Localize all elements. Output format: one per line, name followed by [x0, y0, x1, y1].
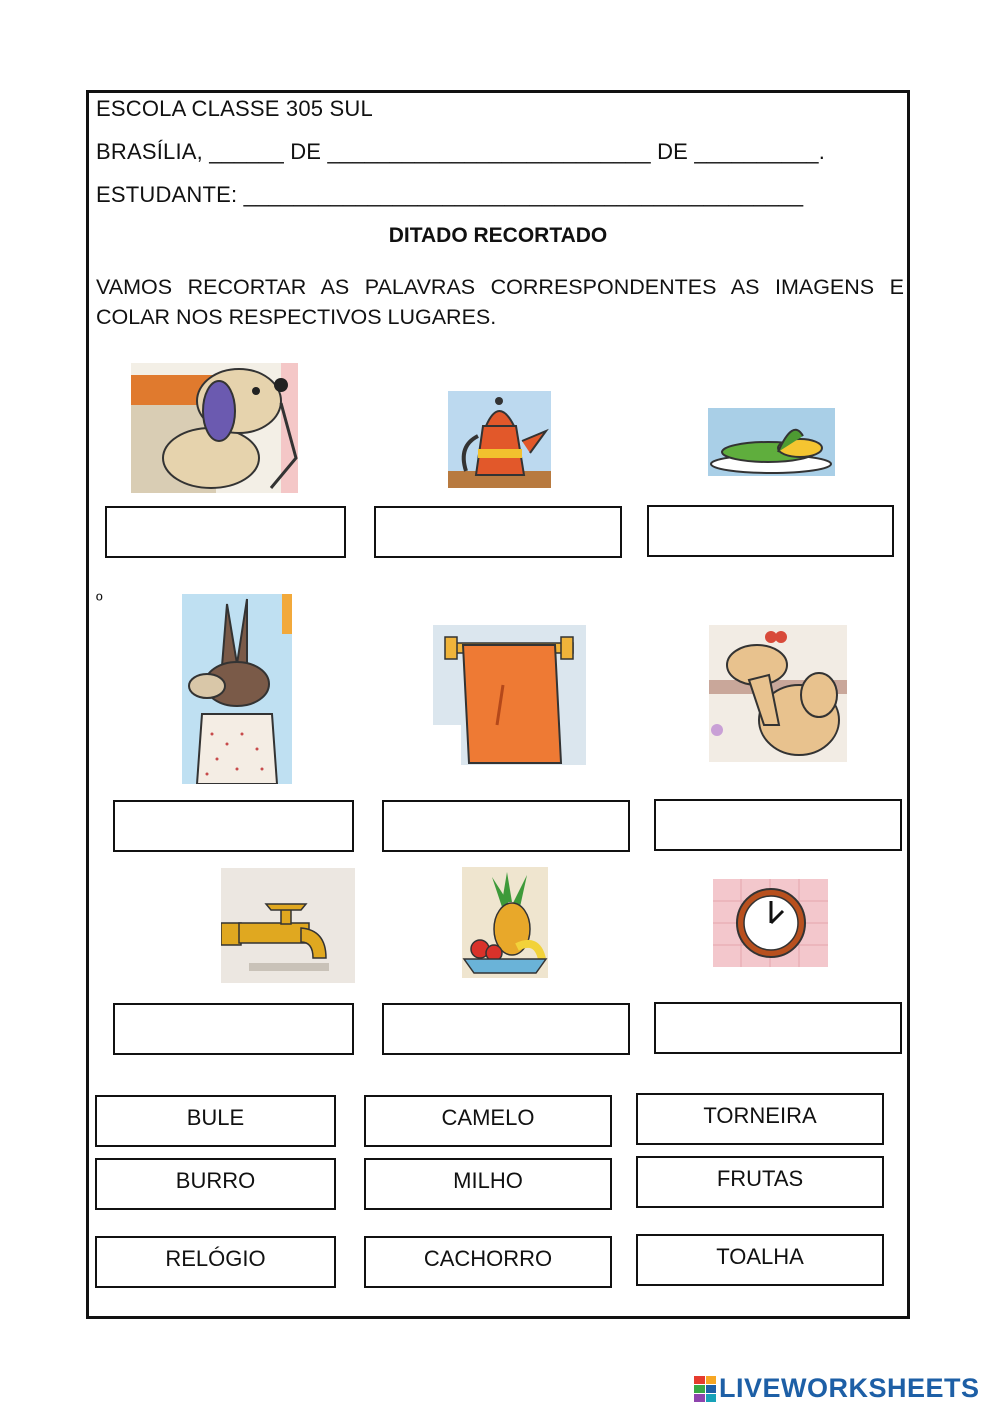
word-card[interactable]: CAMELO	[364, 1095, 612, 1147]
faucet-picture	[221, 868, 355, 983]
fruit-bowl-picture	[462, 867, 548, 978]
answer-box-faucet[interactable]	[113, 1003, 354, 1055]
word-card[interactable]: TOALHA	[636, 1234, 884, 1286]
word-card[interactable]: FRUTAS	[636, 1156, 884, 1208]
word-card[interactable]: BURRO	[95, 1158, 336, 1210]
word-card[interactable]: CACHORRO	[364, 1236, 612, 1288]
answer-box-towel[interactable]	[382, 800, 630, 852]
word-card[interactable]: RELÓGIO	[95, 1236, 336, 1288]
student-line: ESTUDANTE: _____________________________________________	[96, 182, 804, 207]
word-card[interactable]: MILHO	[364, 1158, 612, 1210]
instructions: VAMOS RECORTAR AS PALAVRAS CORRESPONDENTES AS IMAGENS E COLAR NOS RESPECTIVOS LUGARES.	[96, 275, 904, 329]
answer-box-clock[interactable]	[654, 1002, 902, 1054]
liveworksheets-icon	[694, 1376, 716, 1402]
answer-box-corn[interactable]	[647, 505, 894, 557]
stray-mark: º	[96, 590, 103, 610]
school-name: ESCOLA CLASSE 305 SUL	[96, 96, 373, 121]
answer-box-camel[interactable]	[654, 799, 902, 851]
coffee-pot-picture	[448, 391, 551, 488]
date-line: BRASÍLIA, ______ DE __________________________ DE __________.	[96, 139, 826, 164]
clock-picture	[713, 879, 828, 967]
answer-box-donkey[interactable]	[113, 800, 354, 852]
word-card[interactable]: BULE	[95, 1095, 336, 1147]
liveworksheets-logo	[694, 1373, 980, 1404]
camel-picture	[709, 625, 847, 762]
corn-picture	[708, 408, 835, 476]
towel-picture	[433, 625, 586, 765]
answer-box-coffee-pot[interactable]	[374, 506, 622, 558]
dog-picture	[131, 363, 298, 493]
word-card[interactable]: TORNEIRA	[636, 1093, 884, 1145]
worksheet-title: DITADO RECORTADO	[388, 224, 608, 247]
answer-box-fruit-bowl[interactable]	[382, 1003, 630, 1055]
donkey-picture	[182, 594, 292, 784]
liveworksheets-wordmark: LIVEWORKSHEETS	[719, 1373, 980, 1403]
answer-box-dog[interactable]	[105, 506, 346, 558]
